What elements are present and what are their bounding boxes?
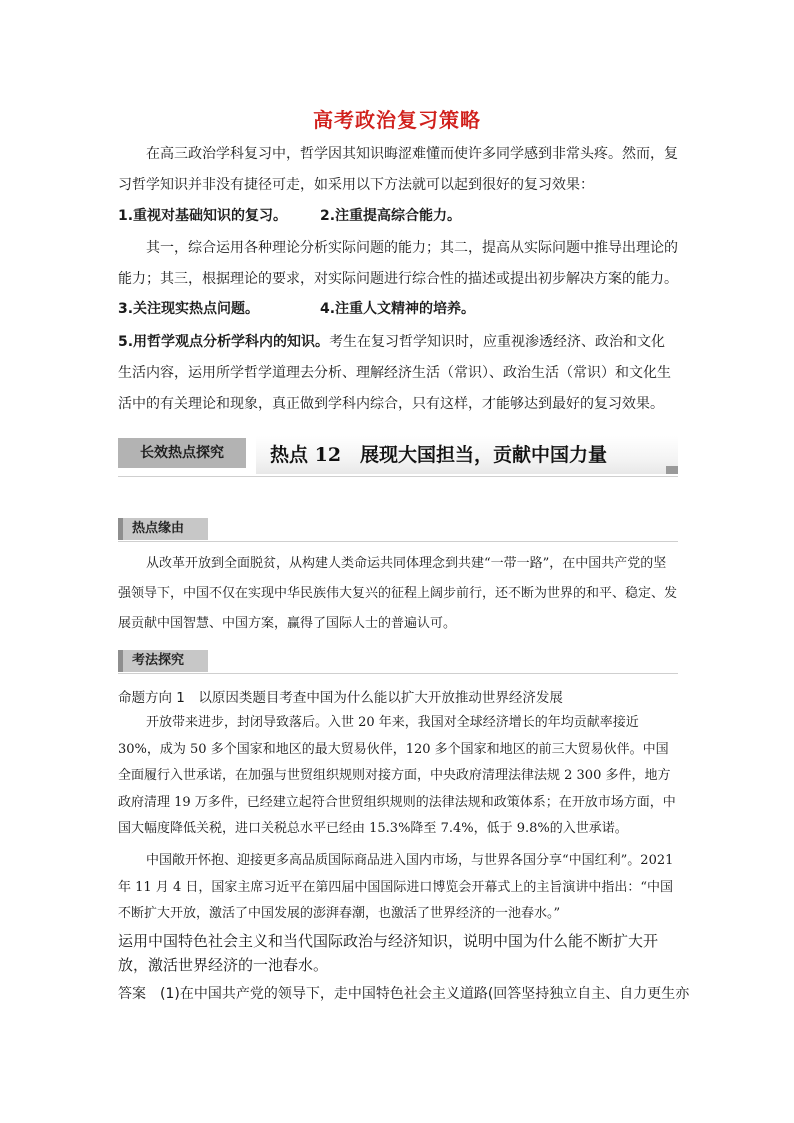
- point-1: 1.重视对基础知识的复习。: [118, 208, 288, 224]
- answer-label: 答案: [118, 986, 146, 1002]
- section-tag-label: 考法探究: [132, 653, 185, 668]
- section-tag-notch: [118, 650, 123, 672]
- answer-text: (1)在中国共产党的领导下，走中国特色社会主义道路(回答坚持独立自主、自力更生亦: [160, 986, 690, 1002]
- point-2-detail: 其一，综合运用各种理论分析实际问题的能力；其二，提高从实际问题中推导出理论的能力；其三，根据理论的要求，对实际问题进行综合性的描述或提出初步解决方案的能力。: [118, 240, 678, 287]
- point-5-paragraph: [118, 327, 678, 420]
- section-tag-label: 热点缘由: [132, 521, 185, 536]
- section-divider: [118, 673, 678, 674]
- answer-line: [118, 982, 690, 1006]
- section-tag-exam: [118, 650, 208, 672]
- banner-heading: 热点 12 展现大国担当，贡献中国力量: [270, 444, 608, 466]
- page-title: 高考政治复习策略: [313, 108, 481, 132]
- section-divider: [118, 541, 678, 542]
- direction-line: [118, 686, 678, 710]
- intro-paragraph: 在高三政治学科复习中，哲学因其知识晦涩难懂而使许多同学感到非常头疼。然而，复习哲学知识并非没有捷径可走，如采用以下方法就可以起到很好的复习效果：: [118, 146, 678, 193]
- point-5-title: 5.用哲学观点分析学科内的知识。: [118, 334, 330, 350]
- banner-corner-mark: [666, 466, 678, 474]
- hot-topic-banner: [118, 436, 678, 474]
- banner-divider: [118, 476, 678, 477]
- point-5-text: 考生在复习哲学知识时，应重视渗透经济、政治和文化生活内容，运用所学哲学道理去分析、理解经济生活（常识）、政治生活（常识）和文化生活中的有关理论和现象，真正做到学科内综合，只有这样，才能够达到最好的复习效果。: [118, 334, 671, 412]
- point-4: 4.注重人文精神的培养。: [320, 301, 476, 317]
- banner-tag: 长效热点探究: [118, 438, 246, 468]
- direction-text: 命题方向 1 以原因类题目考查中国为什么能以扩大开放推动世界经济发展: [118, 690, 563, 706]
- points-row-1: [118, 204, 678, 228]
- section-tag-reason: [118, 518, 208, 540]
- material-paragraph-2: 中国敞开怀抱、迎接更多高品质国际商品进入国内市场，与世界各国分享“中国红利”。2021 年 11 月 4 日，国家主席习近平在第四届中国国际进口博览会开幕式上的主旨演讲中指出：“中国不断扩大开放，激活了中国发展的澎湃春潮，也激活了世界经济的一池春水。”: [118, 853, 674, 921]
- point-3: 3.关注现实热点问题。: [118, 301, 260, 317]
- material-paragraph-1: 开放带来进步，封闭导致落后。入世 20 年来，我国对全球经济增长的年均贡献率接近30%，成为 50 多个国家和地区的最大贸易伙伴，120 多个国家和地区的前三大贸易伙伴。中国全面履行入世承诺，在加强与世贸组织规则对接方面，中央政府清理法律法规 2 300 多件，地方政府清理 19 万多件，已经建立起符合世贸组织规则的法律法规和政策体系；在开放市场方面，中国大幅度降低关税，进口关税总水平已经由 15.3%降至 7.4%，低于 9.8%的入世承诺。: [118, 715, 676, 836]
- reason-paragraph: 从改革开放到全面脱贫，从构建人类命运共同体理念到共建“一带一路”，在中国共产党的坚强领导下，中国不仅在实现中华民族伟大复兴的征程上阔步前行，还不断为世界的和平、稳定、发展贡献中国智慧、中国方案，赢得了国际人士的普遍认可。: [118, 556, 678, 631]
- question-text: 运用中国特色社会主义和当代国际政治与经济知识，说明中国为什么能不断扩大开放，激活世界经济的一池春水。: [118, 932, 659, 974]
- point-2: 2.注重提高综合能力。: [320, 208, 462, 224]
- section-tag-notch: [118, 518, 123, 540]
- points-row-2: [118, 297, 678, 321]
